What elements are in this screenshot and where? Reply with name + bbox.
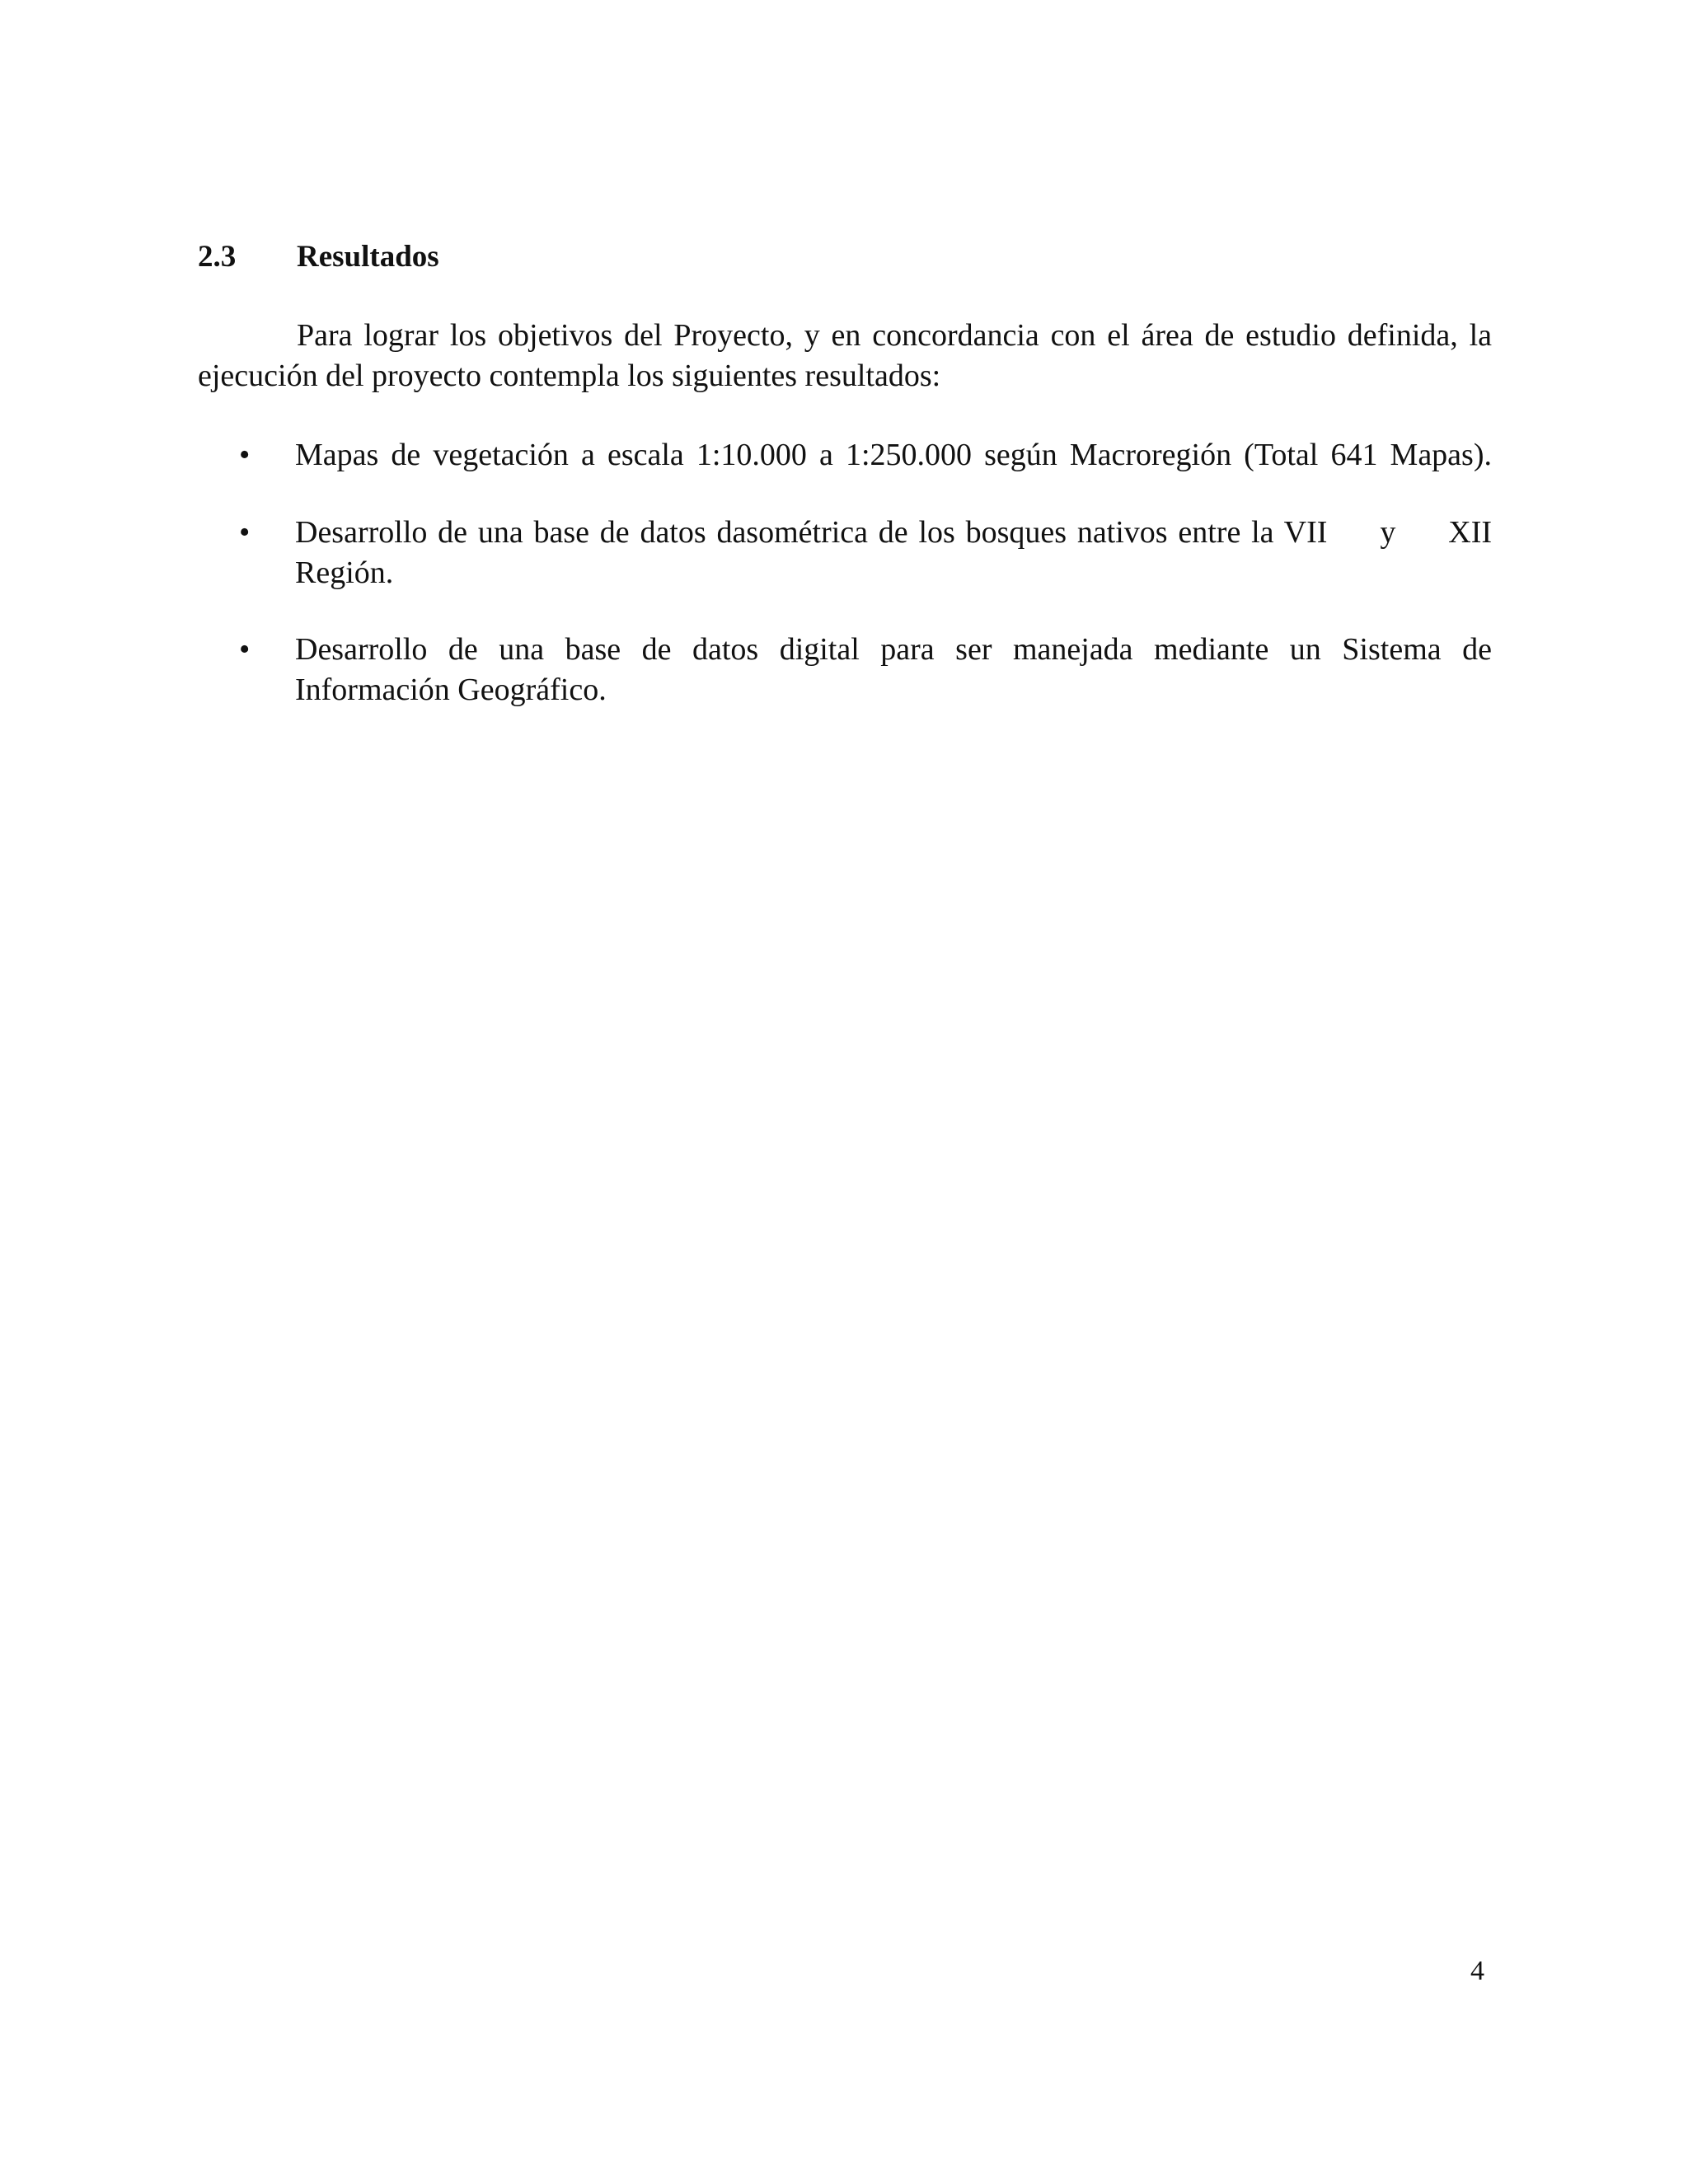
list-item-line: Desarrollo de una base de datos dasométrica de los bosques nativos entre la VII y XII (295, 515, 1492, 550)
bullet-icon: • (239, 515, 251, 550)
list-item-line: Mapas de vegetación a escala 1:10.000 a 1:250.000 según Macroregión (Total 641 Mapas). (295, 438, 1492, 472)
page-number: 4 (1470, 1956, 1484, 1986)
list-item-line: Región. (295, 555, 394, 590)
list-item-line: Desarrollo de una base de datos digital para ser manejada mediante un Sistema de (295, 632, 1492, 667)
intro-line-1: Para lograr los objetivos del Proyecto, y en concordancia con el área de estudio definida, la (297, 318, 1492, 353)
bullet-icon: • (239, 632, 251, 667)
list-item (295, 435, 1492, 476)
list-item (295, 513, 1492, 593)
bullet-icon: • (239, 438, 251, 472)
section-heading (198, 239, 439, 275)
list-item (295, 630, 1492, 710)
intro-paragraph (198, 316, 1492, 396)
intro-line-2: ejecución del proyecto contempla los siguientes resultados: (198, 359, 941, 393)
section-number: 2.3 (198, 240, 237, 274)
section-title: Resultados (297, 240, 439, 274)
list-item-line: Información Geográfico. (295, 673, 607, 707)
